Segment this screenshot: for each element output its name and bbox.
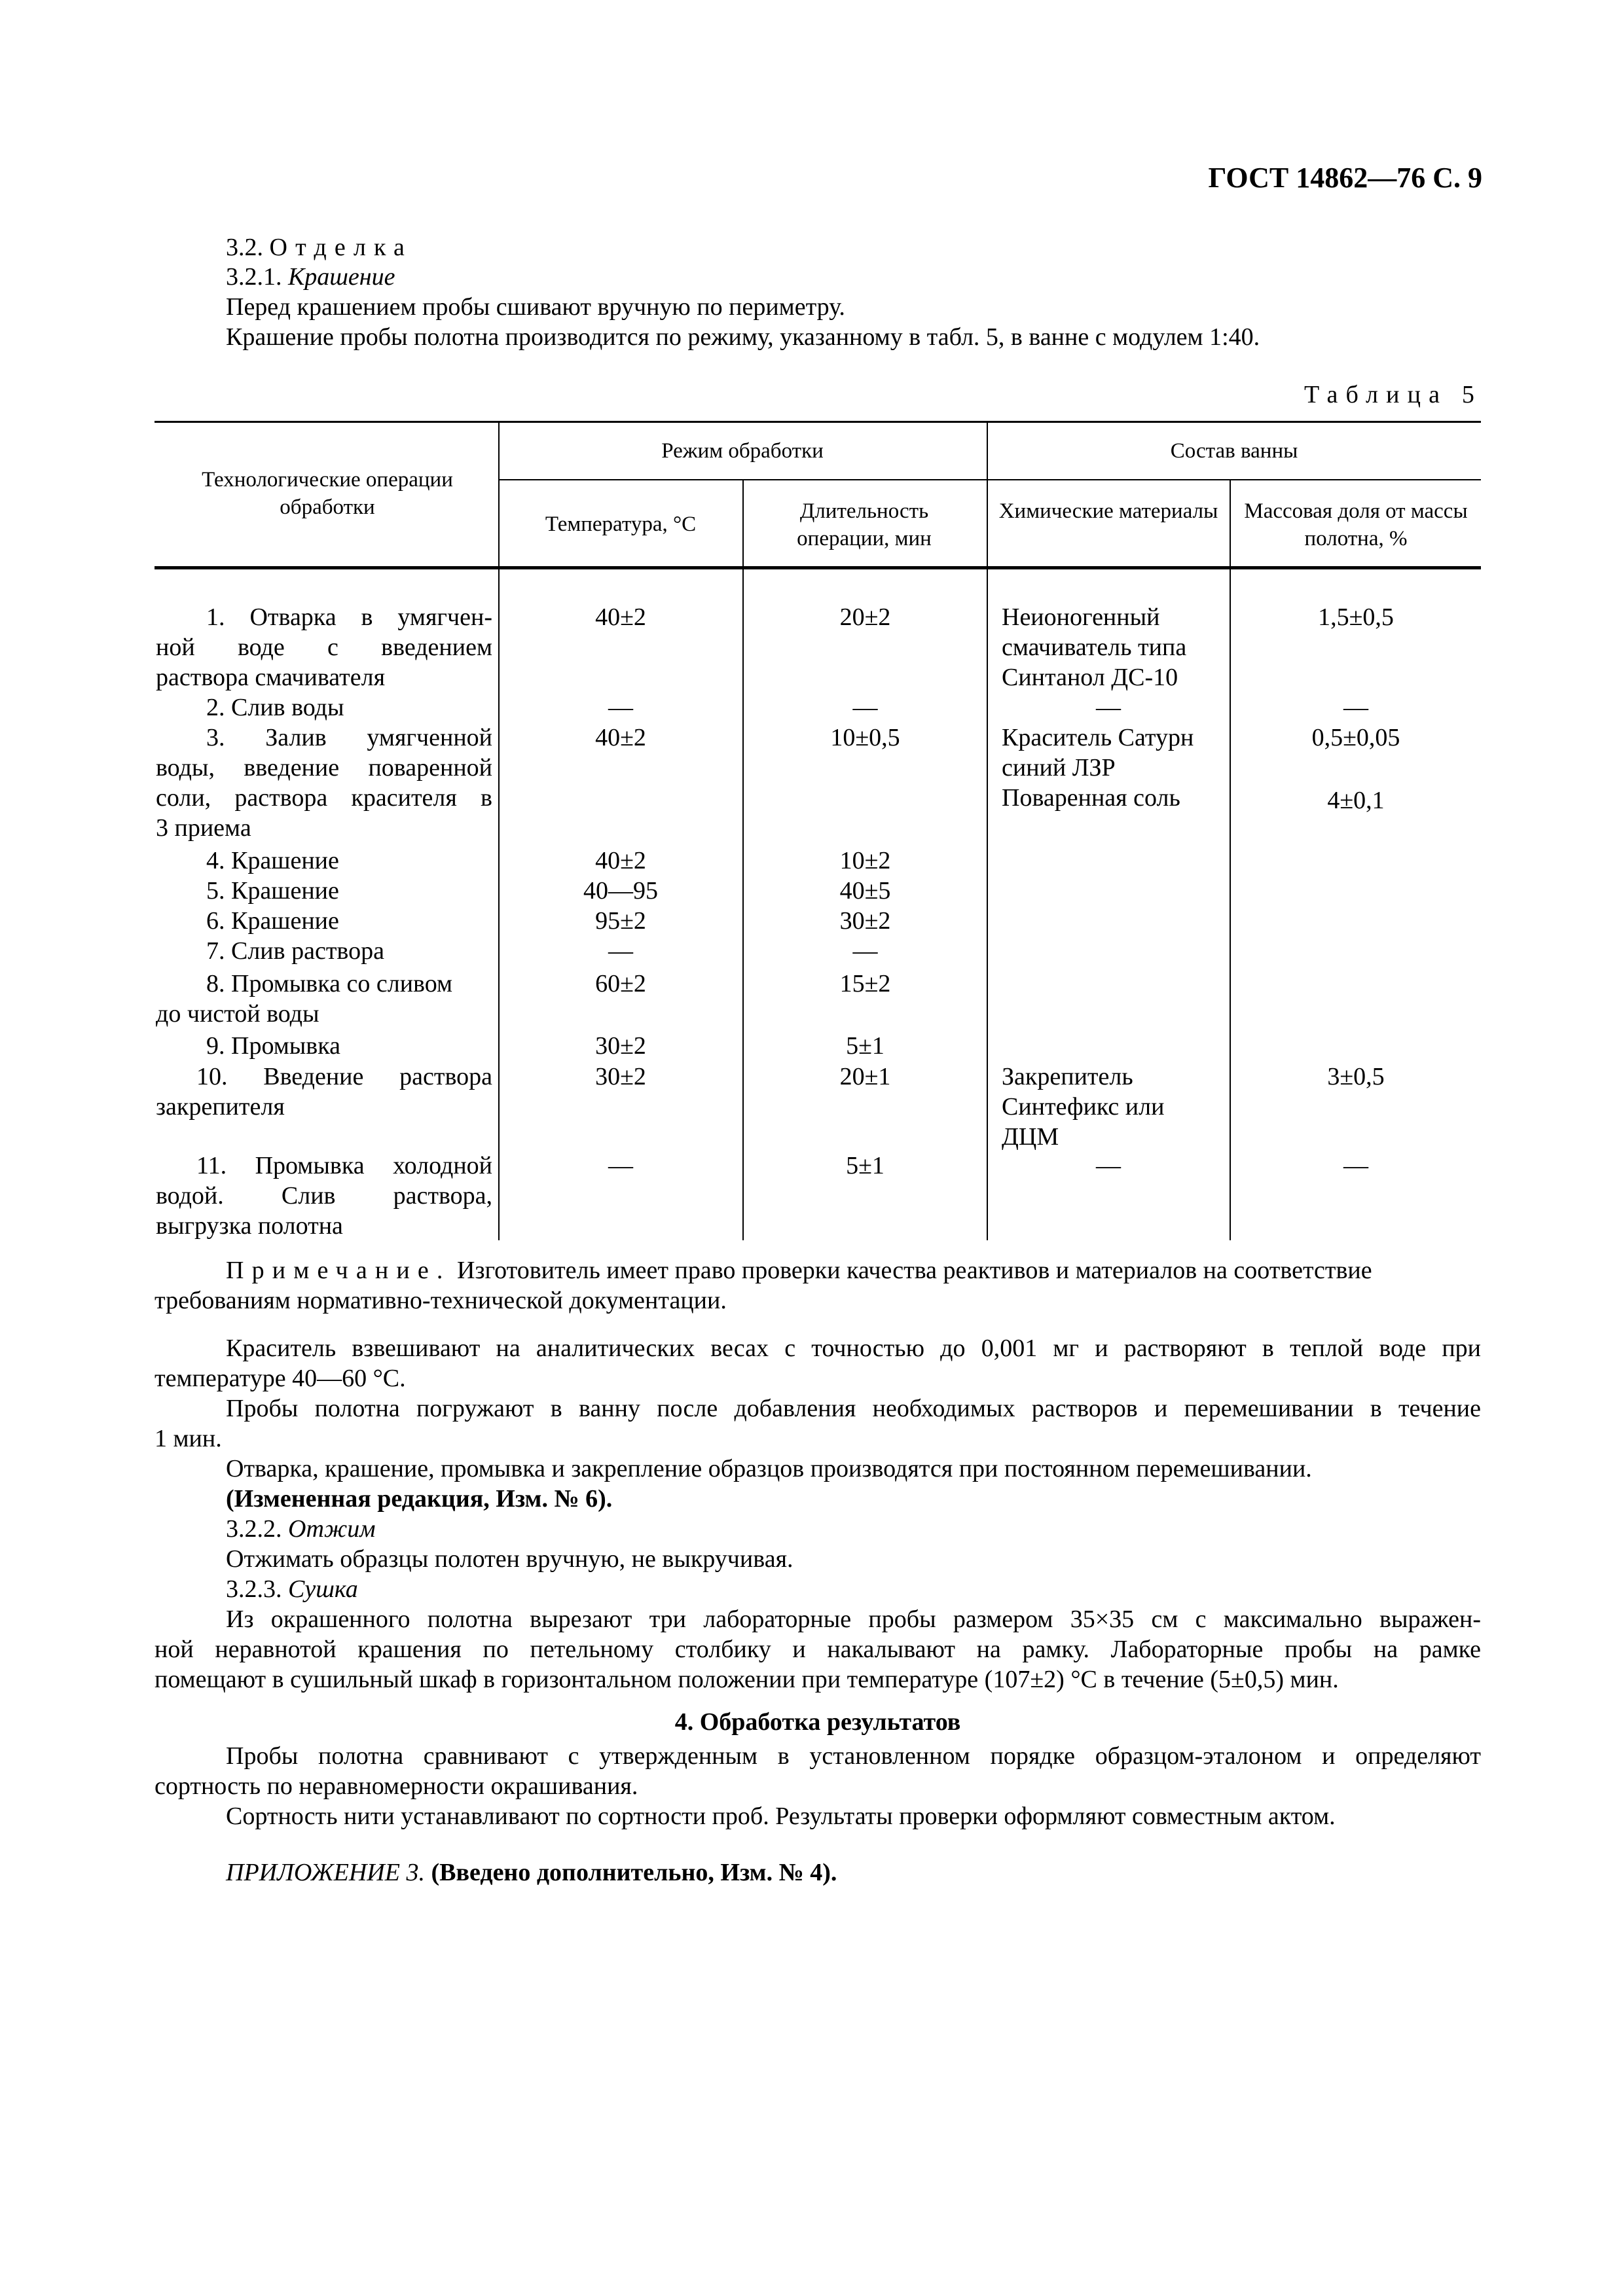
table-cell-duration: 20±1 (839, 1063, 891, 1090)
table-cell-chemical: Закрепитель (1002, 1063, 1133, 1090)
table-op-line: выгрузка полотна (156, 1212, 343, 1240)
table-op-line: 1. Отварка в умягчен- (206, 603, 492, 631)
paragraph: Из окрашенного полотна вырезают три лабораторные пробы размером 35×35 см с максимально выражен- (226, 1605, 1481, 1633)
table-cell-duration: 5±1 (846, 1032, 884, 1060)
table-caption: Таблица 5 (1304, 381, 1482, 408)
table-header-operations: Технологические операции обработки (202, 468, 453, 519)
table-header-temperature: Температура, °С (545, 512, 697, 536)
paragraph: помещают в сушильный шкаф в горизонтальном положении при температуре (107±2) °С в течение (5±0,5) мин. (155, 1666, 1339, 1693)
table-cell-duration: 10±0,5 (830, 724, 900, 751)
table-op-line: воды, введение поваренной (156, 754, 492, 781)
paragraph: ной неравнотой крашения по петельному столбику и накалывают на рамку. Лабораторные пробы на рамке (155, 1636, 1481, 1663)
table-cell-mass: — (1343, 694, 1368, 721)
table-cell-temperature: 40—95 (583, 877, 658, 905)
paragraph: Краситель взвешивают на аналитических весах с точностью до 0,001 мг и растворяют в теплой воде при (226, 1335, 1481, 1362)
table-cell-duration: 30±2 (839, 907, 891, 935)
paragraph: сортность по неравномерности окрашивания. (155, 1772, 638, 1800)
table-cell-chemical: — (1096, 694, 1121, 721)
paragraph: Сортность нити устанавливают по сортности проб. Результаты проверки оформляют совместным актом. (226, 1803, 1336, 1830)
table-cell-mass: 1,5±0,5 (1318, 603, 1394, 631)
table-op-line: закрепителя (156, 1093, 285, 1121)
section-3-2-3-heading (226, 1574, 358, 1604)
paragraph: 1 мин. (155, 1425, 222, 1452)
table-cell-mass: 0,5±0,05 (1311, 724, 1400, 751)
table-cell-temperature: — (608, 937, 633, 965)
table-mid-rule (499, 479, 1481, 480)
table-cell-duration: 20±2 (839, 603, 891, 631)
table-cell-temperature: — (608, 1152, 633, 1179)
section-3-2-number: 3.2. (226, 234, 263, 261)
table-cell-chemical: Краситель Сатурн (1002, 724, 1194, 751)
table-cell-temperature: 40±2 (595, 847, 646, 874)
table-op-line: 3. Залив умягченной (206, 724, 492, 751)
table-op-line: 11. Промывка холодной (196, 1152, 492, 1179)
table-op-line: 5. Крашение (206, 877, 339, 905)
paragraph: Пробы полотна погружают в ванну после добавления необходимых растворов и перемешивании в течение (226, 1395, 1481, 1422)
table-op-line: соли, раствора красителя в (156, 784, 492, 812)
table-col-divider (987, 422, 988, 1240)
table-header-rule (155, 566, 1481, 569)
table-cell-duration: — (852, 694, 878, 721)
table-header-bath: Состав ванны (1170, 439, 1298, 463)
section-3-2-heading (226, 232, 412, 262)
section-3-2-3-number: 3.2.3. (226, 1575, 282, 1603)
table-cell-chemical: Неионогенный (1002, 603, 1160, 631)
table-op-line: 7. Слив раствора (206, 937, 384, 965)
table-cell-chemical: Синтефикс или (1002, 1093, 1165, 1121)
amendment-note: (Измененная редакция, Изм. № 6). (226, 1485, 613, 1513)
table-cell-chemical: — (1096, 1152, 1121, 1179)
table-cell-duration: 10±2 (839, 847, 891, 874)
note-text: Изготовитель имеет право проверки качества реактивов и материалов на соответствие (457, 1257, 1372, 1284)
table-op-line: 6. Крашение (206, 907, 339, 935)
table-op-line: до чистой воды (156, 1000, 319, 1028)
note-label: Примечание. (226, 1257, 451, 1284)
paragraph: температуре 40—60 °С. (155, 1365, 406, 1392)
table-cell-chemical: Поваренная соль (1002, 784, 1180, 812)
table-col-divider (498, 422, 500, 1240)
paragraph: Крашение пробы полотна производится по режиму, указанному в табл. 5, в ванне с модулем 1:40. (226, 323, 1260, 351)
paragraph: Отжимать образцы полотен вручную, не выкручивая. (226, 1545, 793, 1573)
table-cell-temperature: 95±2 (595, 907, 646, 935)
table-header-mode: Режим обработки (661, 439, 824, 463)
table-cell-temperature: 40±2 (595, 603, 646, 631)
section-3-2-1-title: Крашение (288, 263, 395, 291)
table-cell-duration: 15±2 (839, 970, 891, 997)
table-op-line: водой. Слив раствора, (156, 1182, 492, 1210)
table-op-line: ной воде с введением (156, 634, 492, 661)
table-cell-mass: — (1343, 1152, 1368, 1179)
note-text-continued: требованиям нормативно-технической документации. (155, 1287, 727, 1314)
table-note (226, 1255, 1372, 1285)
paragraph: Перед крашением пробы сшивают вручную по периметру. (226, 293, 845, 321)
appendix-label: ПРИЛОЖЕНИЕ 3. (226, 1859, 425, 1886)
table-header-mass-fraction: Массовая доля от массы полотна, % (1244, 499, 1468, 550)
section-4-heading: 4. Обработка результатов (674, 1708, 961, 1736)
section-3-2-3-title: Сушка (288, 1575, 358, 1603)
table-cell-temperature: 40±2 (595, 724, 646, 751)
table-cell-chemical: Синтанол ДС-10 (1002, 664, 1178, 691)
table-op-line: раствора смачивателя (156, 664, 386, 691)
table-cell-temperature: 60±2 (595, 970, 646, 997)
page-header: ГОСТ 14862—76 С. 9 (1208, 162, 1482, 194)
section-3-2-1-heading (226, 262, 395, 292)
table-cell-temperature: 30±2 (595, 1063, 646, 1090)
section-3-2-2-number: 3.2.2. (226, 1515, 282, 1543)
table-cell-temperature: — (608, 694, 633, 721)
table-cell-duration: — (852, 937, 878, 965)
table-cell-chemical: синий ЛЗР (1002, 754, 1116, 781)
table-cell-chemical: ДЦМ (1002, 1123, 1059, 1151)
paragraph: Пробы полотна сравнивают с утвержденным в установленном порядке образцом-эталоном и определяют (226, 1742, 1481, 1770)
table-header-chemicals: Химические материалы (998, 499, 1218, 523)
paragraph: Отварка, крашение, промывка и закрепление образцов производятся при постоянном перемешивании. (226, 1455, 1312, 1482)
section-3-2-2-title: Отжим (288, 1515, 376, 1543)
table-op-line: 10. Введение раствора (196, 1063, 492, 1090)
table-cell-chemical: смачиватель типа (1002, 634, 1187, 661)
appendix-amendment: (Введено дополнительно, Изм. № 4). (431, 1859, 837, 1886)
section-3-2-2-heading (226, 1514, 375, 1544)
table-op-line: 2. Слив воды (206, 694, 344, 721)
table-top-rule (155, 421, 1481, 423)
table-cell-duration: 40±5 (839, 877, 891, 905)
table-cell-temperature: 30±2 (595, 1032, 646, 1060)
table-op-line: 9. Промывка (206, 1032, 340, 1060)
table-op-line: 4. Крашение (206, 847, 339, 874)
table-col-divider (1230, 480, 1231, 1240)
appendix-note (226, 1857, 837, 1888)
table-op-line: 8. Промывка со сливом (206, 970, 453, 997)
table-op-line: 3 приема (156, 814, 251, 842)
section-3-2-1-number: 3.2.1. (226, 263, 282, 291)
section-3-2-title: Отделка (269, 234, 413, 261)
table-cell-duration: 5±1 (846, 1152, 884, 1179)
table-header-duration: Длительность операции, мин (797, 499, 932, 550)
table-cell-mass: 4±0,1 (1327, 787, 1385, 814)
table-cell-mass: 3±0,5 (1327, 1063, 1385, 1090)
